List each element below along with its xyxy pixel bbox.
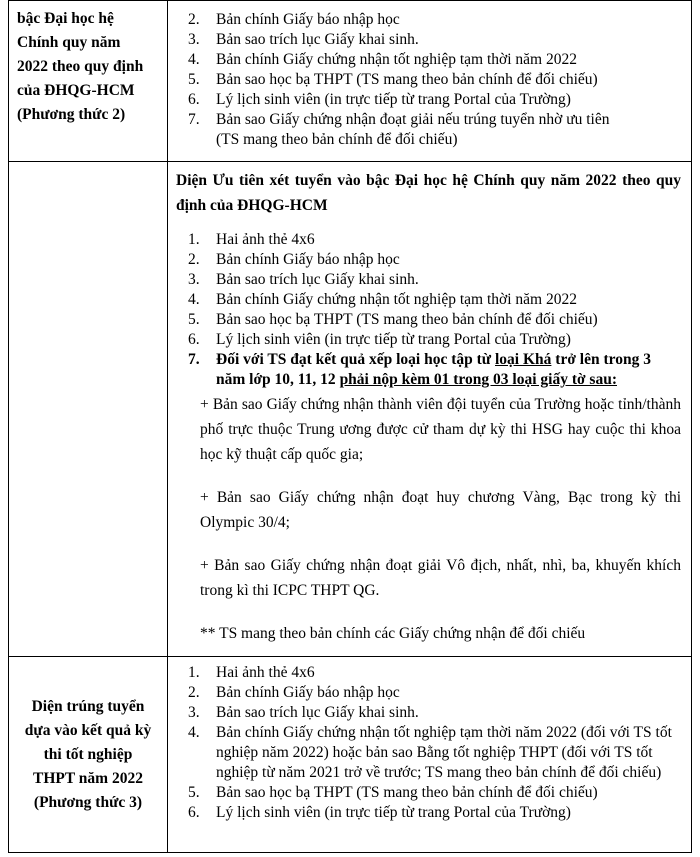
section-heading: Diện Ưu tiên xét tuyển vào bậc Đại học hệ Chính quy năm 2022 theo quy định của ĐHQG-HCM (176, 172, 681, 214)
category-cell (9, 657, 168, 853)
list-item: 7. Đối với TS đạt kết quả xếp loại học tập từ loại Khá trở lên trong 3 năm lớp 10, 11, 12 phải nộp kèm 01 trong 03 loại giấy tờ sau: (188, 351, 651, 388)
list-item: 2. Bản chính Giấy báo nhập học (188, 684, 400, 701)
paragraph: + Bản sao Giấy chứng nhận thành viên đội tuyển của Trường hoặc tỉnh/thành phố trực thuộc Trung ương được cử tham dự kỳ thi HSG hay cuộc thi khoa học kỹ thuật cấp quốc gia; (200, 396, 681, 463)
category-cell (9, 1, 168, 162)
requirements-list (168, 1, 691, 150)
list-item: 7. Bản sao Giấy chứng nhận đoạt giải nếu trúng tuyển nhờ ưu tiên (TS mang theo bản chính để đối chiếu) (188, 111, 610, 148)
list-item: 6. Lý lịch sinh viên (in trực tiếp từ trang Portal của Trường) (188, 331, 571, 348)
list-item: 6. Lý lịch sinh viên (in trực tiếp từ trang Portal của Trường) (188, 91, 571, 108)
list-item: 6. Lý lịch sinh viên (in trực tiếp từ trang Portal của Trường) (188, 804, 571, 821)
list-item: 5. Bản sao học bạ THPT (TS mang theo bản chính để đối chiếu) (188, 311, 598, 328)
requirements-cell (168, 657, 692, 853)
list-item: 5. Bản sao học bạ THPT (TS mang theo bản chính để đối chiếu) (188, 71, 598, 88)
table-row (9, 162, 692, 657)
table-row (9, 657, 692, 853)
list-item: 4. Bản chính Giấy chứng nhận tốt nghiệp tạm thời năm 2022 (đối với TS tốt nghiệp năm 2022) hoặc bản sao Bằng tốt nghiệp THPT (đối với TS tốt nghiệp từ năm 2021 trở về trước; TS mang theo bản chính để đối chiếu) (188, 724, 672, 781)
list-item: 4. Bản chính Giấy chứng nhận tốt nghiệp tạm thời năm 2022 (188, 291, 577, 308)
list-item: 3. Bản sao trích lục Giấy khai sinh. (188, 31, 419, 48)
requirements-table (8, 0, 692, 853)
list-item: 3. Bản sao trích lục Giấy khai sinh. (188, 704, 419, 721)
requirements-list (168, 218, 691, 390)
list-item: 2. Bản chính Giấy báo nhập học (188, 251, 400, 268)
list-item: 1. Hai ảnh thẻ 4x6 (188, 231, 315, 248)
category-cell (9, 162, 168, 657)
list-item: 4. Bản chính Giấy chứng nhận tốt nghiệp tạm thời năm 2022 (188, 51, 577, 68)
list-item: 1. Hai ảnh thẻ 4x6 (188, 664, 315, 681)
paragraph: + Bản sao Giấy chứng nhận đoạt giải Vô địch, nhất, nhì, ba, khuyến khích trong kì thi ICPC THPT QG. (200, 557, 681, 599)
requirements-cell (168, 1, 692, 162)
requirements-list (168, 657, 691, 823)
paragraph: ** TS mang theo bản chính các Giấy chứng nhận để đối chiếu (200, 625, 586, 642)
paragraph: + Bản sao Giấy chứng nhận đoạt huy chương Vàng, Bạc trong kỳ thi Olympic 30/4; (200, 489, 681, 531)
category-label: Diện trúng tuyển dựa vào kết quả kỳ thi tốt nghiệp THPT năm 2022 (Phương thức 3) (24, 697, 152, 811)
list-item: 2. Bản chính Giấy báo nhập học (188, 11, 400, 28)
list-item: 3. Bản sao trích lục Giấy khai sinh. (188, 271, 419, 288)
list-item: 5. Bản sao học bạ THPT (TS mang theo bản chính để đối chiếu) (188, 784, 598, 801)
supporting-documents (168, 392, 691, 646)
table-row (9, 1, 692, 162)
requirements-cell (168, 162, 692, 657)
category-label: bậc Đại học hệ Chính quy năm 2022 theo quy định của ĐHQG-HCM (Phương thức 2) (17, 10, 144, 123)
